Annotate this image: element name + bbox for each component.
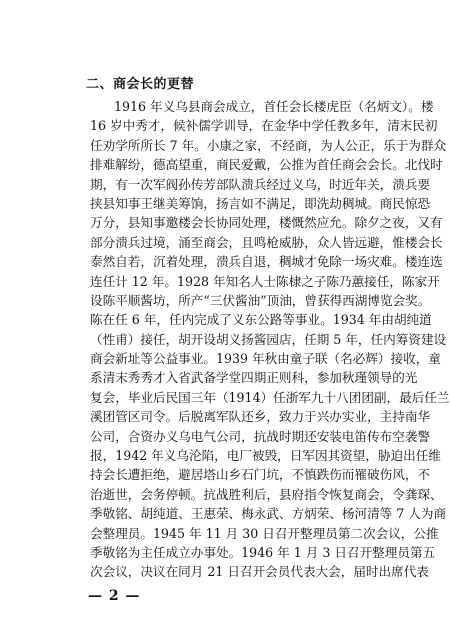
text-line: 报，1942 年义乌沦陷，电厂被毁，日军因其资望，胁迫出任维 — [90, 448, 441, 464]
text-line: 系清末秀秀才入省武备学堂四期正则科，参加秋瑾领导的光 — [90, 370, 418, 386]
text-line: 治逝世，会务停顿。抗战胜利后，县府指令恢复商会，令龚琛、 — [90, 486, 443, 502]
text-line: 期，有一次军阀孙传芳部队溃兵经过义乌，时近年关，溃兵要 — [90, 176, 431, 192]
text-line: 泰然自若，沉着处理，溃兵自退，稠城才免除一场灾难。楼连选 — [90, 254, 443, 270]
text-line: 次会议，决议在同月 21 日召开会员代表大会，届时出席代表 — [90, 564, 429, 580]
text-line: 持会长遭拒绝，避居塔山乡石门坑，不慎跌伤而罹破伤风，不 — [90, 467, 431, 483]
text-line: 挟县知事王继美筹饷，扬言如不满足，即洗劫稠城。商民惊恐 — [90, 195, 431, 211]
text-line: 公司，合资办义乌电气公司，抗战时期还安装电笛传布空袭警 — [90, 428, 431, 444]
text-line: 连任计 12 年。1928 年知名人士陈棣之子陈乃蕙接任，陈家开 — [90, 273, 440, 289]
page-number: — 2 — — [88, 588, 141, 604]
text-line: 季敬铭、胡纯道、王惠荣、梅永武、方炳荣、杨河清等 7 人为商 — [90, 506, 447, 522]
text-line: 部分溃兵过境，涌至商会，且鸣枪威胁，众人皆远避，惟楼会长 — [90, 234, 443, 250]
text-line: 任劝学所所长 7 年。小康之家，不经商，为人公正，乐于为群众 — [90, 137, 447, 153]
text-line: 会整理员。1945 年 11 月 30 日召开整理员第二次会议，公推 — [90, 525, 439, 541]
text-line: 16 岁中秀才，候补儒学训导，在金华中学任教多年，清末民初 — [90, 118, 438, 134]
text-line: 复会，毕业后民国三年（1914）任浙军九十八团团副，最后任兰 — [90, 389, 450, 405]
text-line: 季敬铭为主任成立办事处。1946 年 1 月 3 日召开整理员第五 — [90, 544, 436, 560]
text-line: 溪团管区司令。后脱离军队还乡，致力于兴办实业，主持南华 — [90, 409, 431, 425]
text-line: 万分，县知事邀楼会长协同处理，楼慨然应允。除夕之夜，又有 — [90, 215, 443, 231]
text-line: 1916 年义乌县商会成立，首任会长楼虎臣（名炳文）。楼 — [114, 99, 434, 114]
text-line: （性甫）接任，胡开设胡义扬酱园店，任期 5 年，任内筹资建设 — [90, 331, 447, 347]
body-text — [90, 97, 450, 582]
text-line: 商会新址等公益事业。1939 年秋由童子联（名必辉）接收，童 — [90, 351, 441, 367]
section-heading: 二、商会长的更替 — [86, 77, 195, 92]
text-line: 陈在任 6 年，任内完成了义东公路等事业。1934 年由胡纯道 — [90, 312, 432, 328]
text-line: 排难解纷，德高望重，商民爱戴，公推为首任商会会长。北伐时 — [90, 157, 443, 173]
text-line: 设陈平顺酱坊，所产“三伏酱油”顶油，曾获得西湖博览会奖。 — [90, 292, 431, 308]
